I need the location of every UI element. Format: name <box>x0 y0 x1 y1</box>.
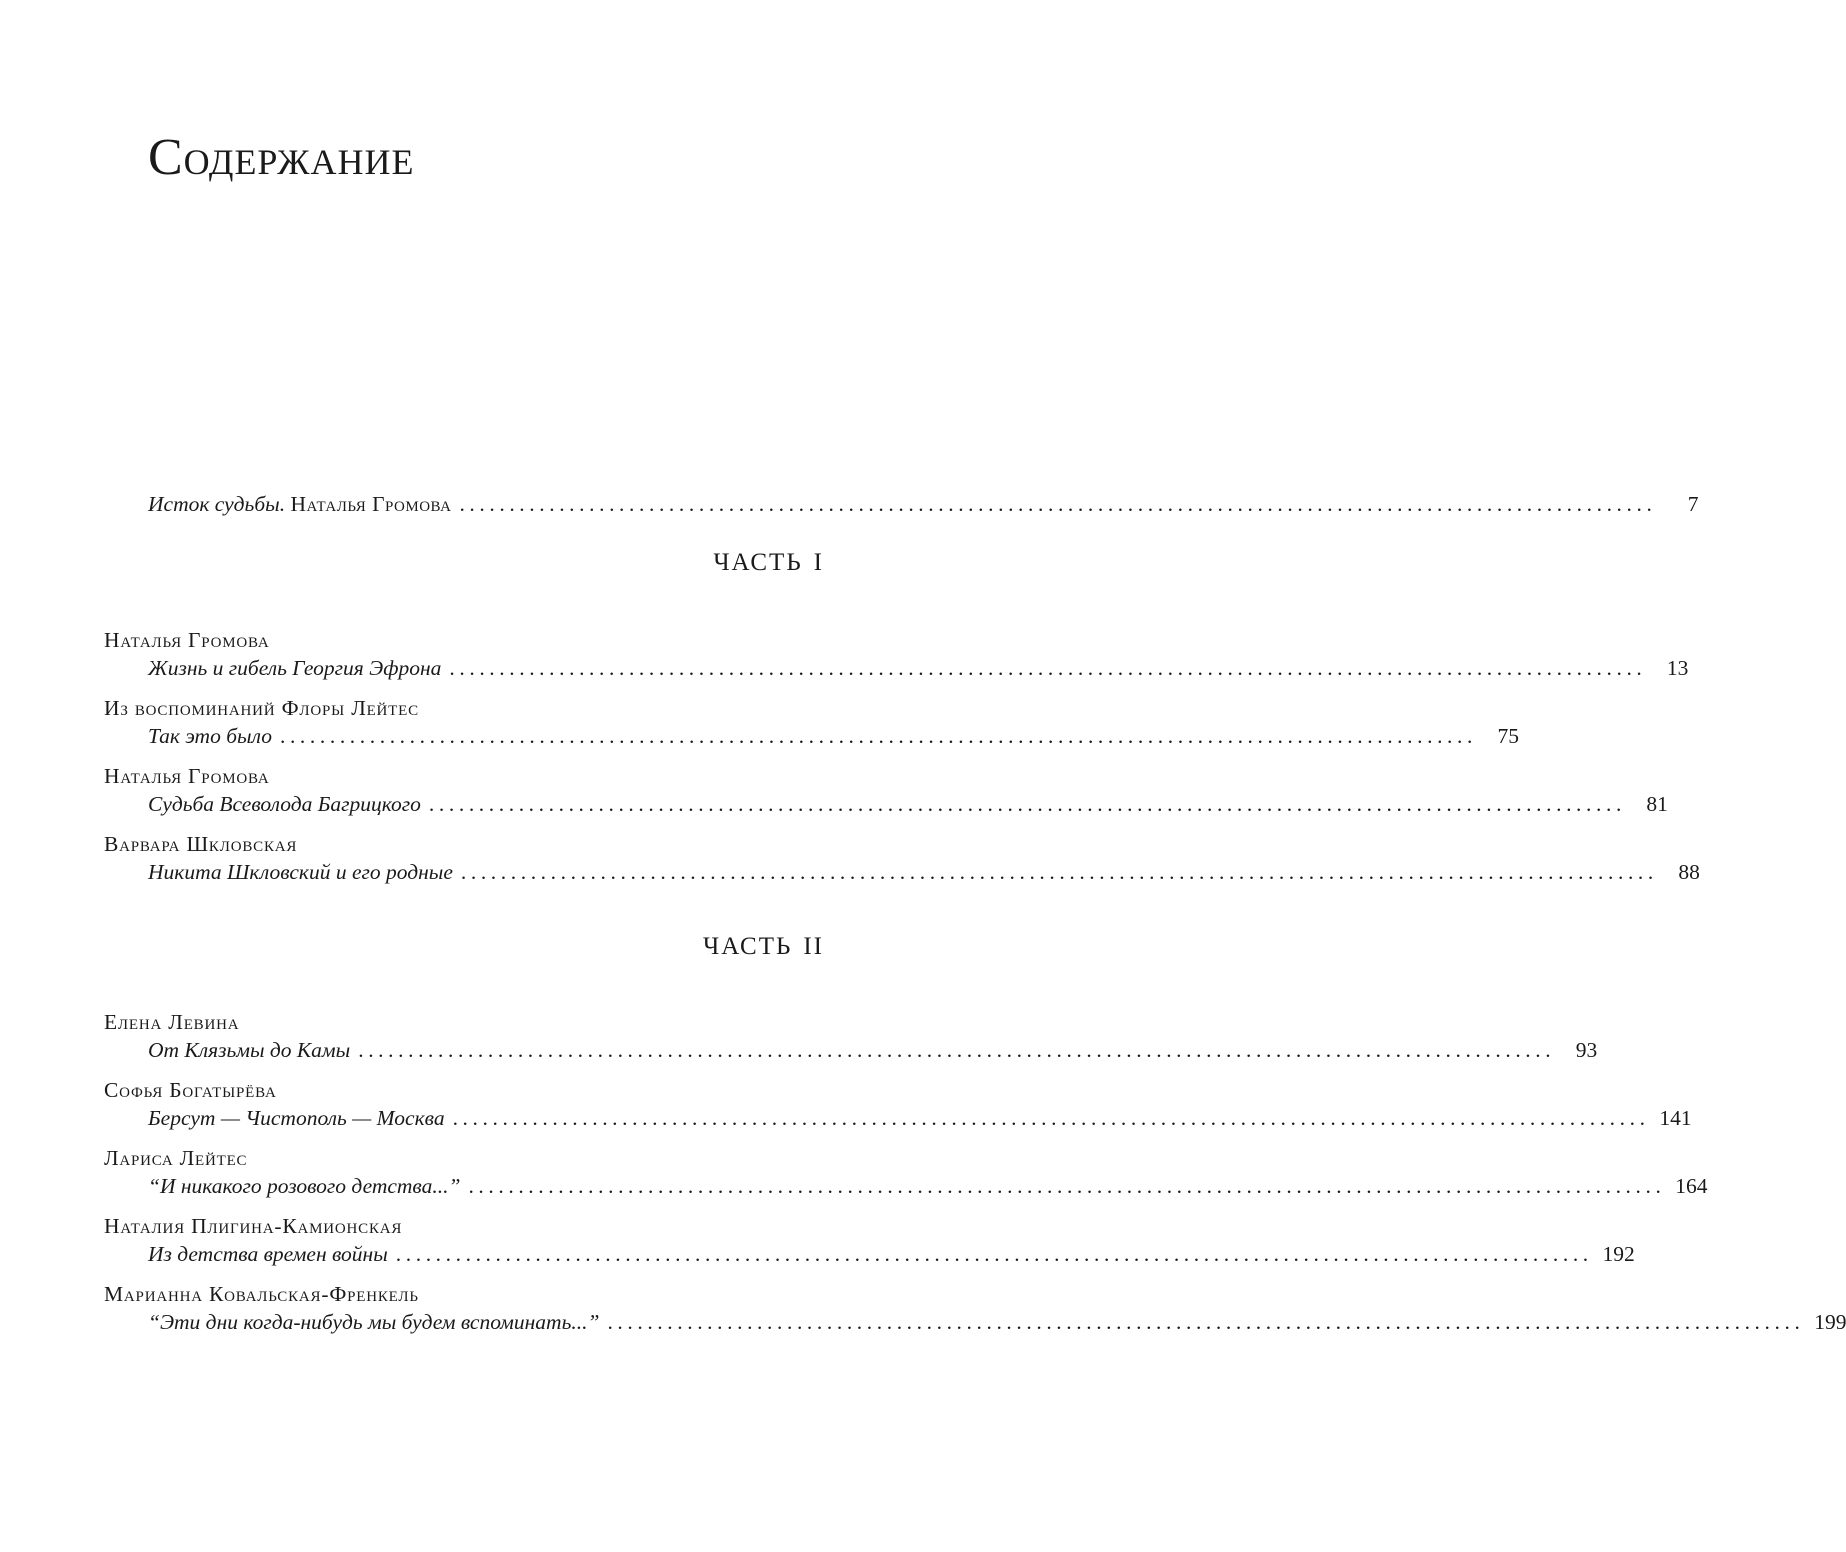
entry-author: Из воспоминаний Флоры Лейтес <box>104 696 419 720</box>
leader-dots: ........................................................................................................................ <box>449 656 1647 680</box>
toc-entry[interactable] <box>148 1106 1692 1130</box>
leader-dots: ........................................................................................................................ <box>395 1242 1593 1266</box>
entry-author: Софья Богатырёва <box>104 1078 277 1102</box>
part-heading-1: часть i <box>713 538 824 578</box>
entry-page-number: 7 <box>1687 492 1699 516</box>
leader-dots: ........................................................................................................................ <box>428 792 1626 816</box>
entry-title: “И никакого розового детства...” <box>148 1174 461 1198</box>
entry-page-number: 81 <box>1646 792 1668 816</box>
toc-entry[interactable] <box>148 1242 1635 1266</box>
entry-title: “Эти дни когда-нибудь мы будем вспоминать...” <box>148 1310 600 1334</box>
page-title: Содержание <box>148 129 415 186</box>
leader-dots: ........................................................................................................................ <box>459 492 1657 516</box>
entry-title: Так это было <box>148 724 272 748</box>
leader-dots: ........................................................................................................................ <box>279 724 1477 748</box>
entry-page-number: 88 <box>1678 860 1700 884</box>
leader-dots: ........................................................................................................................ <box>607 1310 1805 1334</box>
toc-entry[interactable] <box>148 1310 1846 1334</box>
entry-author: Лариса Лейтес <box>104 1146 248 1170</box>
entry-title: Судьба Всеволода Багрицкого <box>148 792 421 816</box>
toc-entry[interactable] <box>148 792 1668 816</box>
leader-dots: ........................................................................................................................ <box>358 1038 1556 1062</box>
entry-title: Исток судьбы. Наталья Громова <box>148 492 452 516</box>
entry-page-number: 93 <box>1575 1038 1598 1062</box>
toc-entry[interactable] <box>148 656 1689 680</box>
entry-author: Варвара Шкловская <box>104 832 298 856</box>
toc-entry-intro[interactable] <box>148 492 1699 516</box>
entry-author: Наталия Плигина-Камионская <box>104 1214 403 1238</box>
leader-dots: ........................................................................................................................ <box>468 1174 1666 1198</box>
entry-title: Из детства времен войны <box>148 1242 388 1266</box>
part-heading-2: часть ii <box>702 922 824 962</box>
toc-entry[interactable] <box>148 1174 1708 1198</box>
entry-page-number: 75 <box>1497 724 1519 748</box>
entry-page-number: 141 <box>1659 1106 1692 1130</box>
leader-dots: ........................................................................................................................ <box>460 860 1658 884</box>
entry-page-number: 13 <box>1666 656 1689 680</box>
toc-entry[interactable] <box>148 860 1700 884</box>
toc-entry[interactable] <box>148 1038 1598 1062</box>
entry-author: Наталья Громова <box>290 492 452 516</box>
entry-author: Наталья Громова <box>104 628 270 652</box>
toc-entry[interactable] <box>148 724 1519 748</box>
entry-page-number: 164 <box>1675 1174 1708 1198</box>
entry-author: Елена Левина <box>104 1010 240 1034</box>
entry-title: Берсут — Чистополь — Москва <box>148 1106 445 1130</box>
entry-author: Наталья Громова <box>104 764 270 788</box>
entry-title: Никита Шкловский и его родные <box>148 860 453 884</box>
entry-page-number: 192 <box>1602 1242 1635 1266</box>
entry-author: Марианна Ковальская-Френкель <box>104 1282 419 1306</box>
leader-dots: ........................................................................................................................ <box>452 1106 1650 1130</box>
entry-title: Жизнь и гибель Георгия Эфрона <box>148 656 442 680</box>
entry-title: От Клязьмы до Камы <box>148 1038 351 1062</box>
entry-page-number: 199 <box>1814 1310 1846 1334</box>
